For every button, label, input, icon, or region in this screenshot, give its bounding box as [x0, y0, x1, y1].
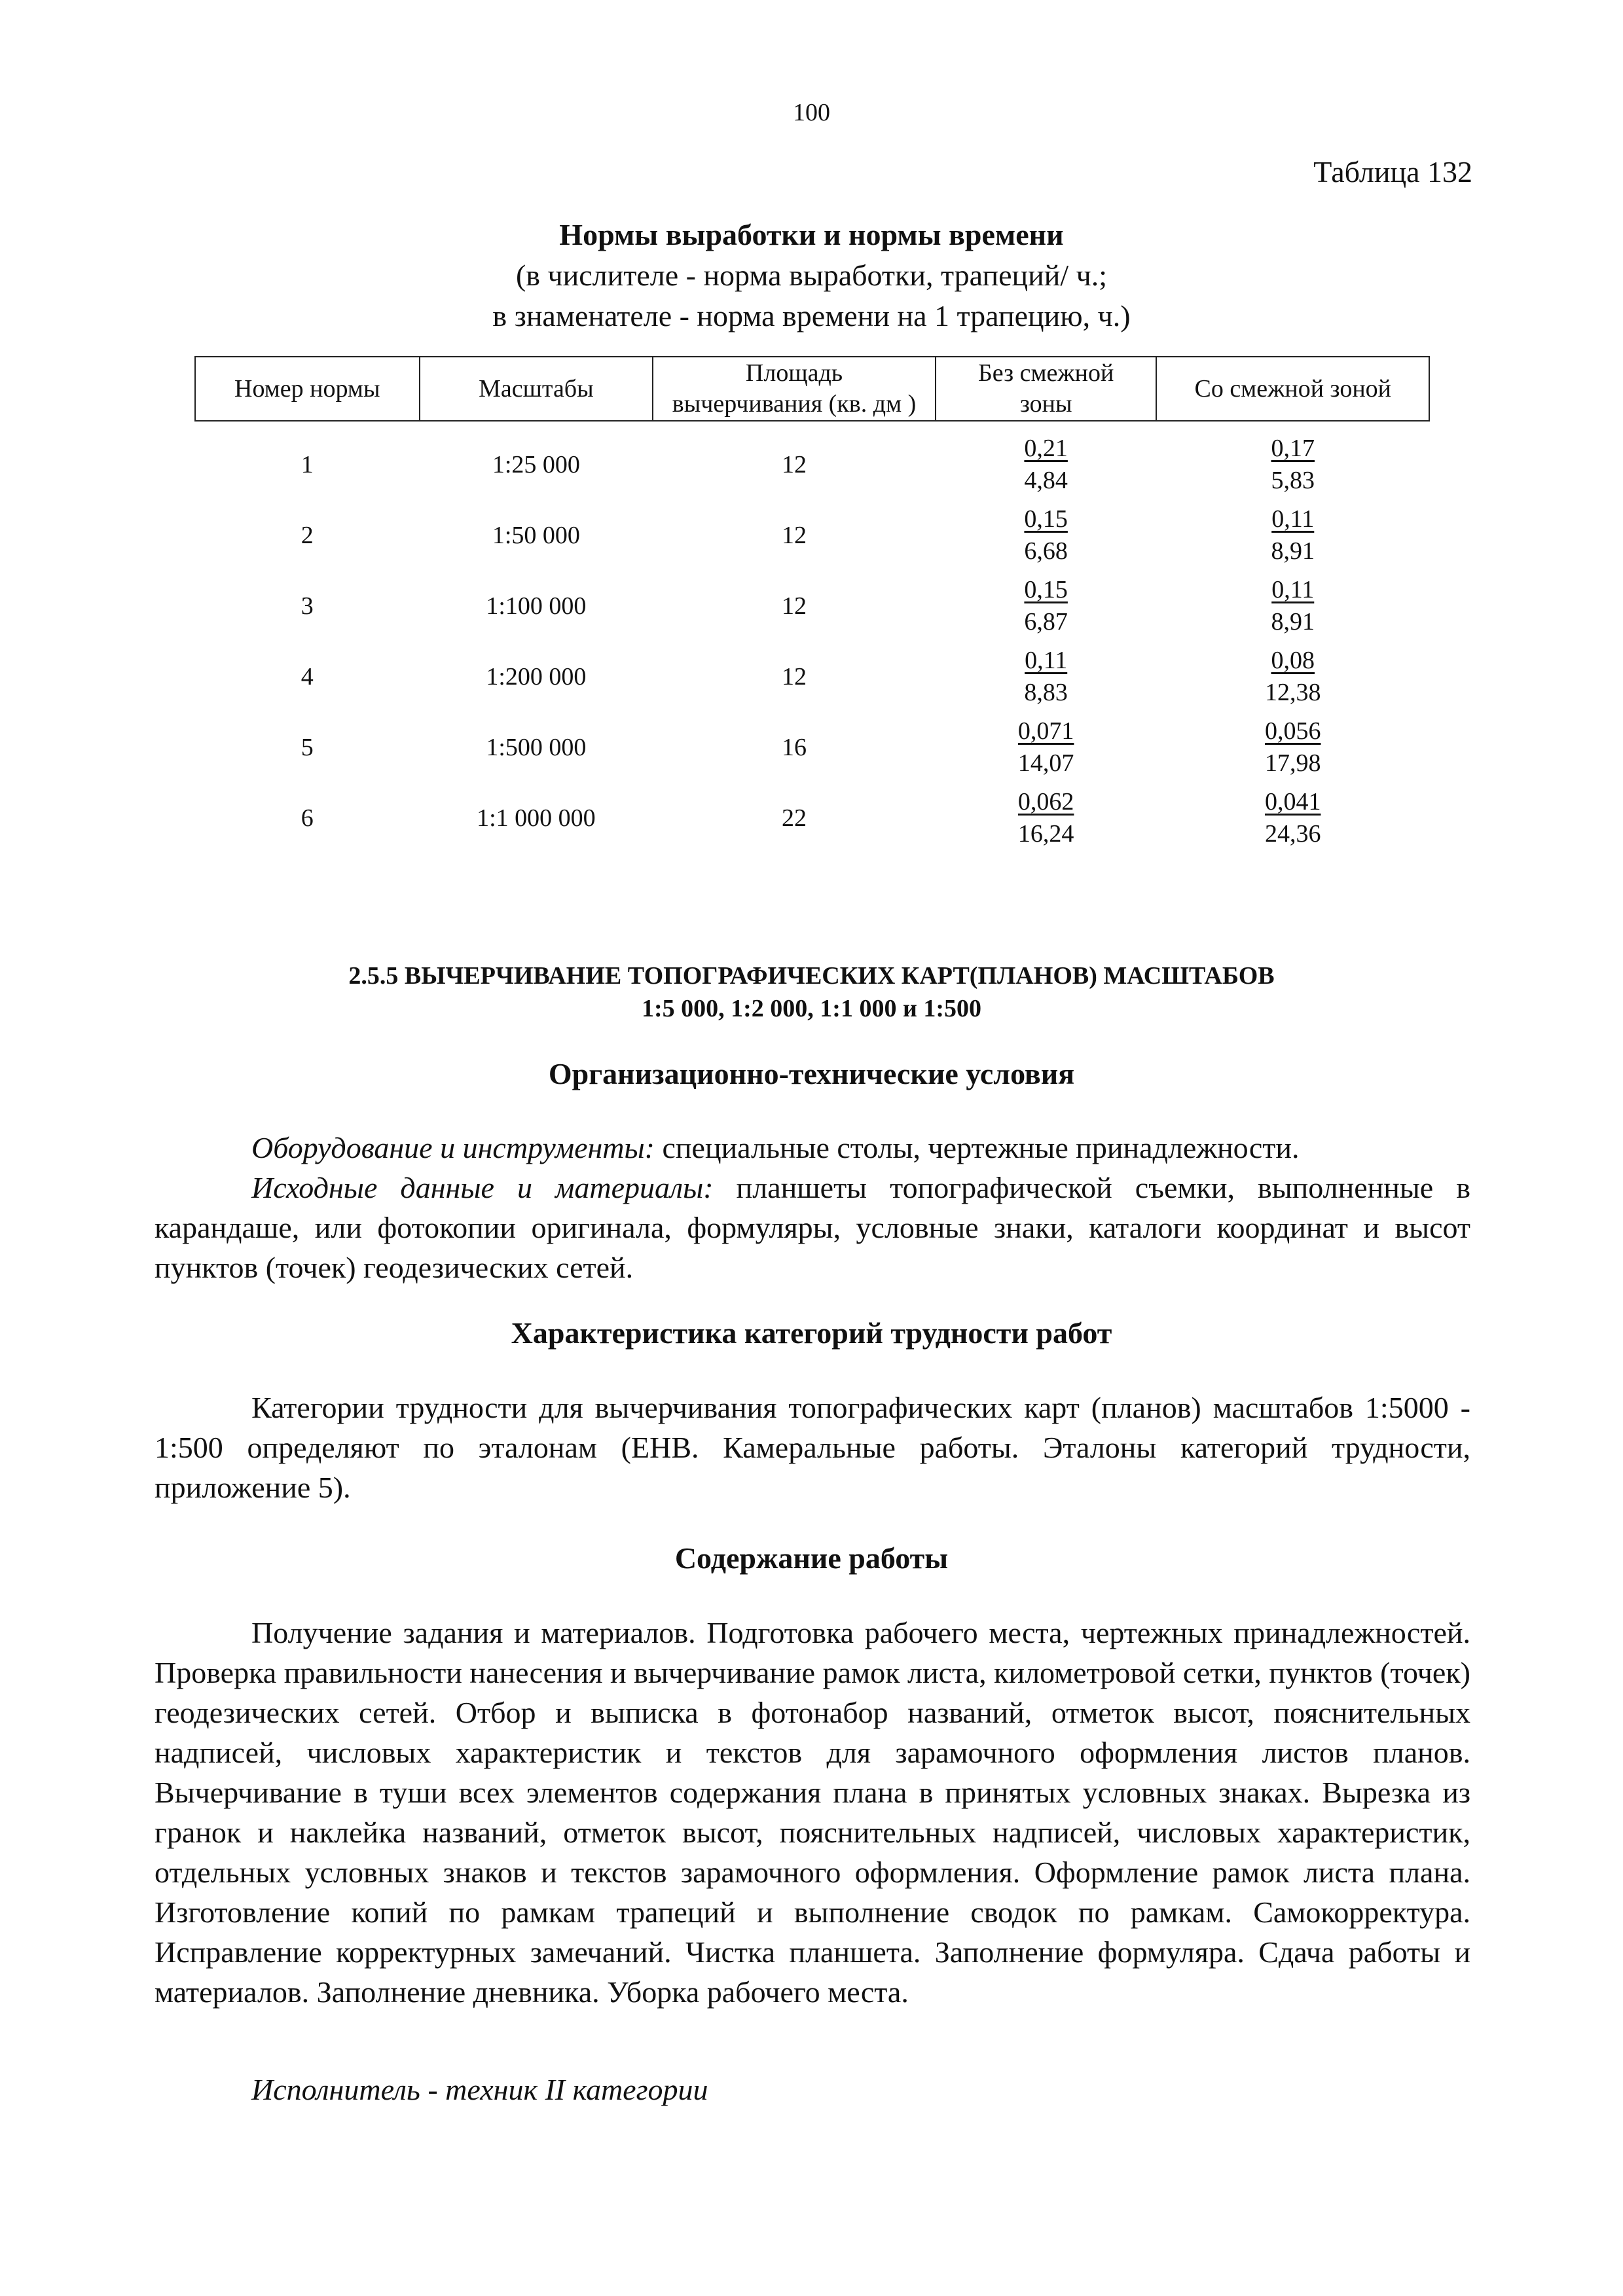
table-row	[195, 421, 1429, 500]
cell-norm-number: 2	[301, 521, 314, 549]
section-heading-line-1: 2.5.5 ВЫЧЕРЧИВАНИЕ ТОПОГРАФИЧЕСКИХ КАРТ(ПЛАНОВ) МАСШТАБОВ	[348, 962, 1275, 990]
materials-text: планшеты топографической съемки, выполненные в карандаше, или фотокопии оригинала, формуляры, условные знаки, каталоги координат и высот пунктов (точек) геодезических сетей.	[155, 1171, 1471, 1284]
output-rate: 0,21	[1024, 435, 1068, 462]
cell-no-zone	[936, 783, 1157, 853]
table-row	[195, 783, 1429, 853]
subheading-conditions: Организационно-технические условия	[548, 1057, 1075, 1090]
cell-scale: 1:1 000 000	[477, 804, 596, 832]
output-rate: 0,11	[1271, 576, 1315, 603]
norm-fraction	[1271, 503, 1315, 567]
norm-fraction	[1265, 645, 1321, 709]
time-norm: 8,91	[1271, 537, 1315, 565]
output-rate: 0,11	[1025, 647, 1068, 674]
cell-with-zone	[1156, 641, 1429, 712]
materials-label: Исходные данные и материалы:	[251, 1171, 714, 1204]
content-paragraph: Получение задания и материалов. Подготовка рабочего места, чертежных принадлежностей. Проверка правильности нанесения и вычерчивание рамок листа, километровой сетки, пунктов (точек) геодезических сетей. Отбор и выписка в фотонабор названий, отметок высот, пояснительных надписей, числовых характеристик и текстов для зарамочного оформления листов планов. Вычерчивание в туши всех элементов содержания плана в принятых условных знаках. Вырезка из гранок и наклейка названий, отметок высот, пояснительных надписей, числовых характеристик, отдельных условных знаков и текстов зарамочного оформления. Оформление рамок листа плана. Изготовление копий по рамкам трапеций и выполнение сводок по рамкам. Самокорректура. Исправление корректурных замечаний. Чистка планшета. Заполнение формуляра. Сдача работы и материалов. Заполнение дневника. Уборка рабочего места.	[155, 1616, 1470, 2009]
header-with-zone: Со смежной зоной	[1156, 357, 1429, 421]
table-caption: Таблица 132	[1313, 155, 1472, 188]
cell-scale: 1:100 000	[486, 592, 587, 620]
output-rate: 0,056	[1264, 717, 1321, 745]
cell-with-zone	[1156, 712, 1429, 783]
header-scale: Масштабы	[420, 357, 653, 421]
time-norm: 24,36	[1264, 820, 1321, 848]
norm-fraction	[1271, 574, 1315, 638]
cell-with-zone	[1156, 783, 1429, 853]
cell-with-zone	[1156, 571, 1429, 641]
table-title-note-2: в знаменателе - норма времени на 1 трапецию, ч.)	[492, 299, 1131, 332]
output-rate: 0,15	[1024, 505, 1068, 533]
cell-area: 12	[782, 662, 807, 691]
table-row	[195, 571, 1429, 641]
time-norm: 14,07	[1017, 749, 1074, 777]
subheading-content: Содержание работы	[674, 1541, 949, 1575]
table-title-note-1: (в числителе - норма выработки, трапеций/ ч.;	[515, 259, 1108, 292]
output-rate: 0,071	[1017, 717, 1074, 745]
cell-with-zone	[1156, 500, 1429, 571]
time-norm: 8,83	[1024, 679, 1068, 706]
cell-norm-number: 6	[301, 804, 314, 832]
time-norm: 6,68	[1024, 537, 1068, 565]
output-rate: 0,062	[1017, 788, 1074, 816]
cell-scale: 1:200 000	[486, 662, 587, 691]
table-title	[0, 215, 1623, 336]
cell-area: 12	[782, 450, 807, 478]
norm-fraction	[1024, 433, 1068, 497]
norm-fraction	[1024, 574, 1068, 638]
cell-area: 22	[782, 804, 807, 832]
table-row	[195, 712, 1429, 783]
executor-line: Исполнитель - техник II категории	[251, 2073, 708, 2106]
cell-with-zone	[1156, 421, 1429, 500]
cell-norm-number: 5	[301, 733, 314, 761]
conditions-paragraphs	[155, 1128, 1470, 1287]
categories-paragraph: Категории трудности для вычерчивания топографических карт (планов) масштабов 1:5000 - 1:500 определяют по эталонам (ЕНВ. Камеральные работы. Эталоны категорий трудности, приложение 5).	[155, 1391, 1470, 1504]
output-rate: 0,08	[1271, 647, 1315, 674]
materials-paragraph	[155, 1168, 1470, 1287]
time-norm: 17,98	[1264, 749, 1321, 777]
cell-no-zone	[936, 500, 1157, 571]
table-row	[195, 500, 1429, 571]
cell-norm-number: 3	[301, 592, 314, 620]
table-header-row	[195, 357, 1429, 421]
time-norm: 16,24	[1017, 820, 1074, 848]
norm-fraction	[1265, 786, 1321, 850]
equipment-label: Оборудование и инструменты:	[251, 1131, 655, 1164]
cell-no-zone	[936, 571, 1157, 641]
time-norm: 5,83	[1271, 467, 1315, 494]
cell-scale: 1:25 000	[492, 450, 580, 478]
cell-scale: 1:500 000	[486, 733, 587, 761]
time-norm: 12,38	[1264, 679, 1321, 706]
cell-norm-number: 1	[301, 450, 314, 478]
output-rate: 0,041	[1264, 788, 1321, 816]
norm-fraction	[1024, 645, 1068, 709]
norm-fraction	[1271, 433, 1315, 497]
section-heading-line-2: 1:5 000, 1:2 000, 1:1 000 и 1:500	[641, 995, 981, 1022]
table-row	[195, 641, 1429, 712]
cell-no-zone	[936, 641, 1157, 712]
cell-norm-number: 4	[301, 662, 314, 691]
cell-no-zone	[936, 421, 1157, 500]
header-area: Площадь вычерчивания (кв. дм )	[653, 357, 936, 421]
output-rate: 0,17	[1271, 435, 1315, 462]
page-number: 100	[793, 99, 830, 126]
section-heading	[0, 960, 1623, 1025]
output-rate: 0,15	[1024, 576, 1068, 603]
time-norm: 6,87	[1024, 608, 1068, 636]
equipment-paragraph	[155, 1128, 1470, 1168]
subheading-categories: Характеристика категорий трудности работ	[511, 1316, 1112, 1350]
header-norm-number: Номер нормы	[195, 357, 420, 421]
cell-no-zone	[936, 712, 1157, 783]
output-rate: 0,11	[1271, 505, 1315, 533]
cell-area: 12	[782, 521, 807, 549]
norm-fraction	[1024, 503, 1068, 567]
norm-fraction	[1018, 715, 1074, 780]
norms-table	[194, 356, 1430, 853]
cell-area: 12	[782, 592, 807, 620]
norm-fraction	[1265, 715, 1321, 780]
time-norm: 4,84	[1024, 467, 1068, 494]
table-title-main: Нормы выработки и нормы времени	[559, 218, 1064, 251]
cell-area: 16	[782, 733, 807, 761]
norm-fraction	[1018, 786, 1074, 850]
cell-scale: 1:50 000	[492, 521, 580, 549]
header-no-zone: Без смежной зоны	[936, 357, 1157, 421]
equipment-text: специальные столы, чертежные принадлежности.	[655, 1131, 1300, 1164]
time-norm: 8,91	[1271, 608, 1315, 636]
